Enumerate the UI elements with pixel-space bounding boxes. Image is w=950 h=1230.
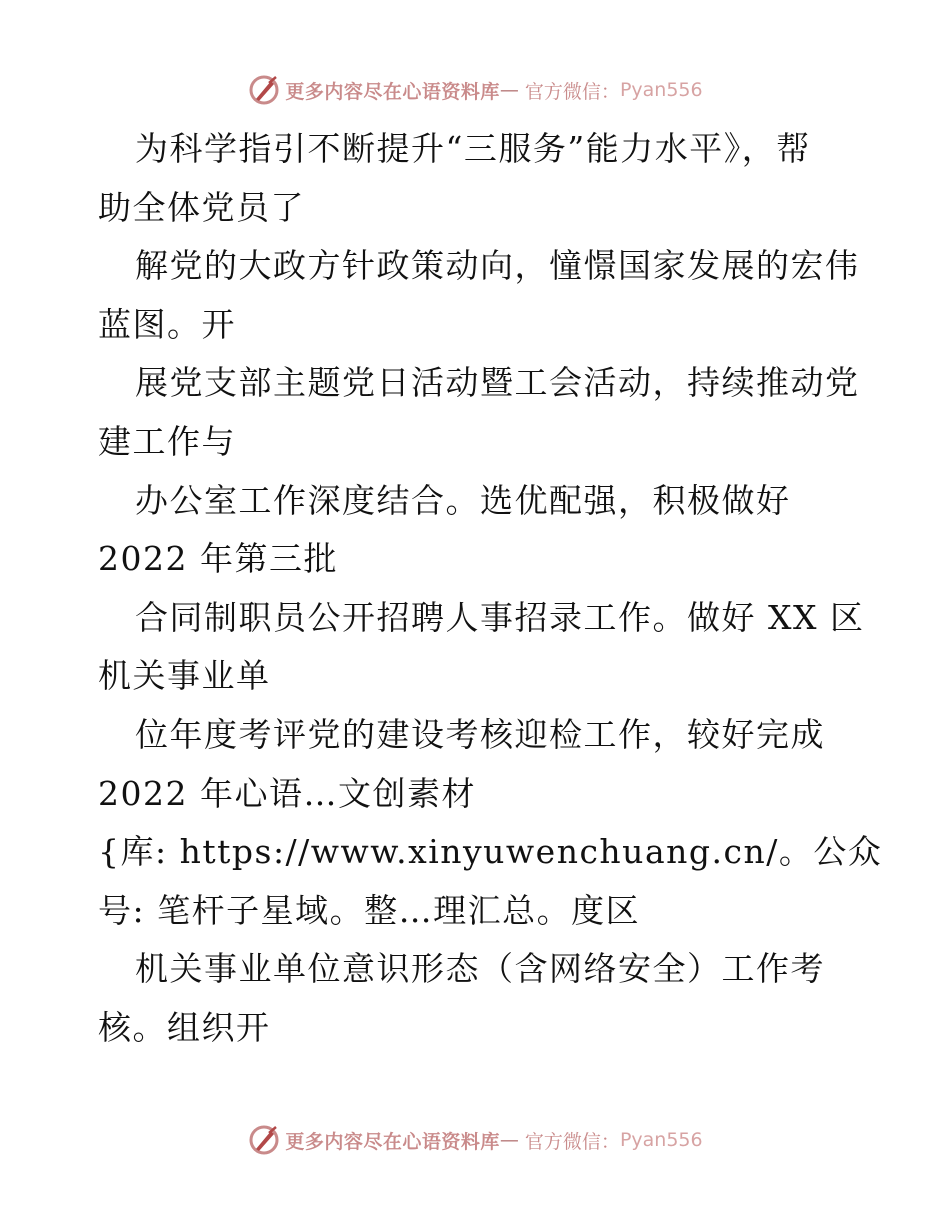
- body-line: 蓝图。开: [98, 304, 236, 344]
- body-line: 位年度考评党的建设考核迎检工作，较好完成: [135, 714, 825, 754]
- header-watermark-banner: [0, 70, 950, 110]
- quill-pen-logo-icon: [247, 73, 281, 107]
- banner-wechat-label: 官方微信：: [524, 80, 620, 103]
- footer-watermark-banner: [0, 1120, 950, 1160]
- banner-brand-text: 更多内容尽在心语资料库: [285, 80, 500, 103]
- banner-brand-text: 更多内容尽在心语资料库: [285, 1130, 500, 1153]
- body-line: 办公室工作深度结合。选优配强，积极做好: [135, 480, 791, 520]
- document-body: [98, 120, 883, 1058]
- body-line: 核。组织开: [98, 1007, 271, 1047]
- body-line: {库: https://www.xinyuwenchuang.cn/。公众: [98, 832, 883, 872]
- body-line: 合同制职员公开招聘人事招录工作。做好 XX 区: [135, 597, 865, 637]
- body-line: 2022 年心语…文创素材: [98, 773, 476, 813]
- banner-separator: —: [499, 79, 519, 101]
- banner-wechat-id: Pyan556: [619, 1129, 703, 1151]
- body-line: 机关事业单: [98, 656, 271, 696]
- body-line: 展党支部主题党日活动暨工会活动，持续推动党: [135, 363, 860, 403]
- banner-separator: —: [499, 1129, 519, 1151]
- body-line: 机关事业单位意识形态（含网络安全）工作考: [135, 949, 825, 989]
- body-line: 解党的大政方针政策动向，憧憬国家发展的宏伟: [135, 246, 860, 286]
- body-line: 建工作与: [98, 421, 236, 461]
- body-line: 2022 年第三批: [98, 539, 338, 579]
- body-line: 为科学指引不断提升“三服务”能力水平》，帮: [135, 129, 811, 168]
- body-line: 号: 笔杆子星域。整…理汇总。度区: [98, 890, 641, 930]
- body-line: 助全体党员了: [98, 187, 305, 227]
- quill-pen-logo-icon: [247, 1123, 281, 1157]
- banner-wechat-label: 官方微信：: [524, 1130, 620, 1153]
- banner-wechat-id: Pyan556: [619, 79, 703, 101]
